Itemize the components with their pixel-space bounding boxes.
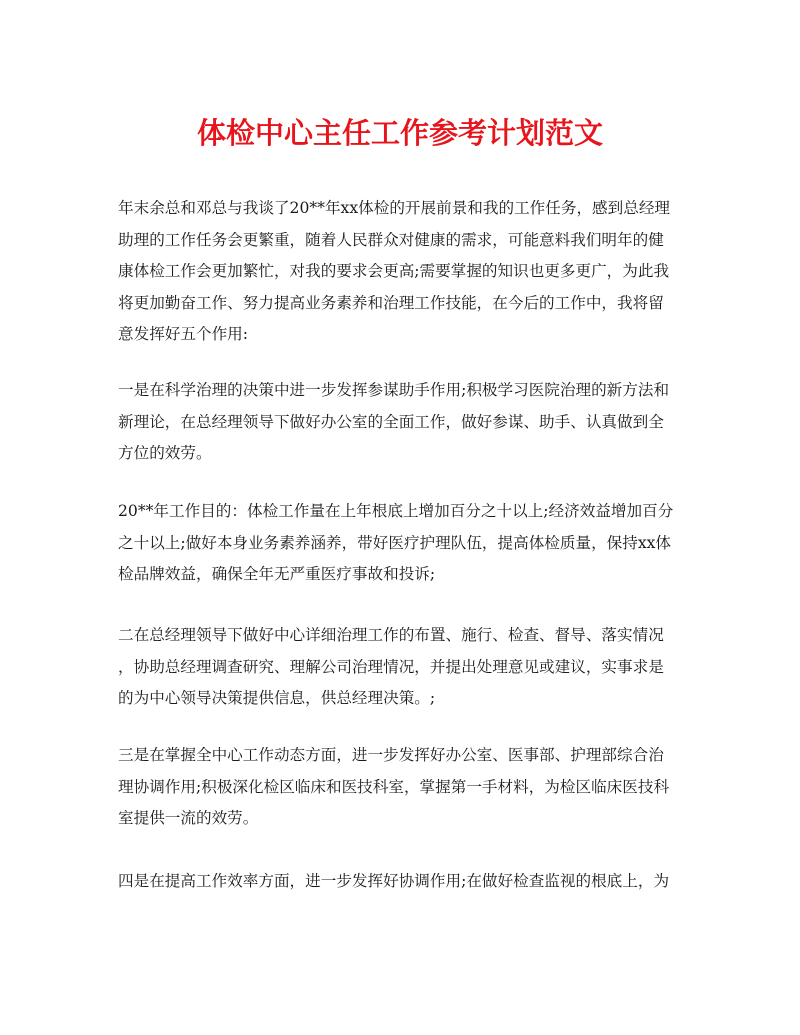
paragraph-role-two: 二在总经理领导下做好中心详细治理工作的布置、施行、检查、督导、落实情况 ，协助总经理调查研究、理解公司治理情况，并提出处理意见或建议，实事求是 的为中心领导决策提供信息，供总经理决策。; (118, 626, 664, 707)
paragraph-role-one: 一是在科学治理的决策中进一步发挥参谋助手作用;积极学习医院治理的新方法和 新理论，在总经理领导下做好办公室的全面工作，做好参谋、助手、认真做到全 方位的效劳。 (118, 381, 670, 462)
document-title: 体检中心主任工作参考计划范文 (196, 116, 603, 150)
paragraph-role-three: 三是在掌握全中心工作动态方面，进一步发挥好办公室、医事部、护理部综合治 理协调作用;积极深化检区临床和医技科室，掌握第一手材料，为检区临床医技科 室提供一流的效劳。 (118, 746, 670, 827)
paragraph-goals: 20**年工作目的：体检工作量在上年根底上增加百分之十以上;经济效益增加百分 之十以上;做好本身业务素养涵养，带好医疗护理队伍，提高体检质量，保持xx体 检品牌效益，确保全年无严重医疗事故和投诉; (118, 502, 674, 583)
paragraph-role-four: 四是在提高工作效率方面，进一步发挥好协调作用;在做好检查监视的根底上，为 (118, 872, 670, 890)
paragraph-intro: 年末余总和邓总与我谈了20**年xx体检的开展前景和我的工作任务，感到总经理 助理的工作任务会更繁重，随着人民群众对健康的需求，可能意料我们明年的健 康体检工作会更加繁忙，对我的要求会更高;需要掌握的知识也更多更广，为此我 将更加勤奋工作、努力提高业务素养和治理工作技能，在今后的工作中，我将留 意发挥好五个作用: (118, 199, 671, 343)
